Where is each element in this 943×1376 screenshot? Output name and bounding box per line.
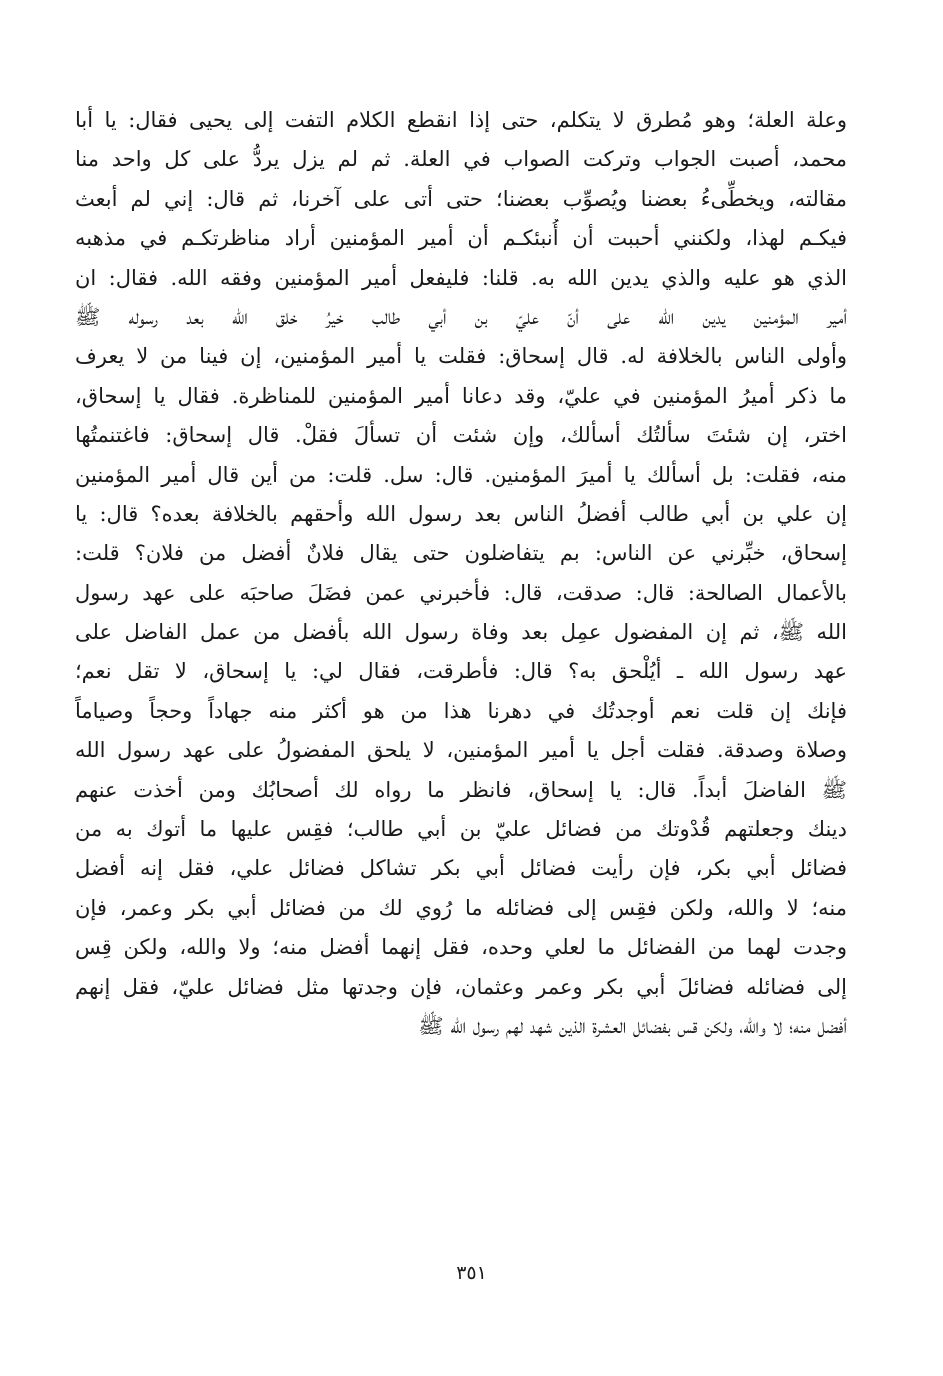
text-line: أفضل منه؛ لا والله، ولكن قس بفضائل العشرة الذين شهد لهم رسول الله ﷺ xyxy=(418,1013,847,1038)
text-line: بالأعمال الصالحة: قال: صدقت، قال: فأخبرني عمن فضَلَ صاحبَه على عهد رسول xyxy=(75,580,847,605)
text-line: إسحاق، خبِّرني عن الناس: بم يتفاضلون حتى يقال فلانٌ أفضل من فلان؟ قلت: xyxy=(75,541,847,566)
text-line: عهد رسول الله ـ أيُلْحق به؟ قال: فأطرقت، فقال لي: يا إسحاق، لا تقل نعم؛ xyxy=(75,659,847,684)
text-line: محمد، أصبت الجواب وتركت الصواب في العلة. ثم لم يزل يردُّ على كل واحد منا xyxy=(75,147,847,172)
text-line: ﷺ الفاضلَ أبداً. قال: يا إسحاق، فانظر ما رواه لك أصحابُك ومن أخذت عنهم xyxy=(75,777,847,802)
text-line: فيكـم لهذا، ولكنني أحببت أن أُنبئكـم أن أمير المؤمنين أراد مناظرتكـم في مذهبه xyxy=(75,226,847,251)
text-line: الله ﷺ، ثم إن المفضول عمِل بعد وفاة رسول الله بأفضل من عمل الفاضل على xyxy=(75,620,847,645)
text-line: الذي هو عليه والذي يدين الله به. قلنا: فليفعل أمير المؤمنين وفقه الله. فقال: ان xyxy=(75,265,847,290)
text-line: وصلاة وصدقة. فقلت أجل يا أمير المؤمنين، لا يلحق المفضولُ على عهد رسول الله xyxy=(75,738,847,763)
text-line: أمير المؤمنين يدين الله على أنّ عليّ بن أبي طالب خيرُ خلق الله بعد رسوله ﷺ xyxy=(75,304,847,329)
text-line: وعلة العلة؛ وهو مُطرق لا يتكلم، حتى إذا انقطع الكلام التفت إلى يحيى فقال: يا أبا xyxy=(75,108,847,132)
page-number: ٣٥١ xyxy=(456,1262,487,1284)
text-line: اختر، إن شئتَ سألتُك أسألك، وإن شئت أن تسألَ فقلْ. قال إسحاق: فاغتنمتُها xyxy=(75,423,847,448)
text-line: منه؛ لا والله، ولكن فقِس إلى فضائله ما رُوي لك من فضائل أبي بكر وعمر، فإن xyxy=(75,895,847,920)
text-line: وأولى الناس بالخلافة له. قال إسحاق: فقلت يا أمير المؤمنين، إن فينا من لا يعرف xyxy=(75,344,847,369)
text-line: إن علي بن أبي طالب أفضلُ الناس بعد رسول الله وأحقهم بالخلافة بعده؟ قال: يا xyxy=(75,501,847,526)
text-line: وجدت لهما من الفضائل ما لعلي وحده، فقل إنهما أفضل منه؛ ولا والله، ولكن قِس xyxy=(75,935,847,960)
text-line: منه، فقلت: بل أسألك يا أميرَ المؤمنين. قال: سل. قلت: من أين قال أمير المؤمنين xyxy=(75,462,847,487)
text-line: دينك وجعلتهم قُدْوتك من فضائل عليّ بن أبي طالب؛ فقِس عليها ما أتوك به من xyxy=(75,817,847,842)
text-line: فضائل أبي بكر، فإن رأيت فضائل أبي بكر تشاكل فضائل علي، فقل إنه أفضل xyxy=(75,856,847,881)
body-text xyxy=(75,101,847,1046)
text-line: ما ذكر أميرُ المؤمنين في عليّ، وقد دعانا أمير المؤمنين للمناظرة. فقال يا إسحاق، xyxy=(75,383,847,408)
text-line: إلى فضائله فضائلَ أبي بكر وعمر وعثمان، فإن وجدتها مثل فضائل عليّ، فقل إنهم xyxy=(75,974,847,999)
text-line: فإنك إن قلت نعم أوجدتُك في دهرنا هذا من هو أكثر منه جهاداً وحجاً وصياماً xyxy=(75,698,847,723)
text-line: مقالته، ويخطِّىءُ بعضنا ويُصوِّب بعضنا؛ حتى أتى على آخرنا، ثم قال: إني لم أبعث xyxy=(75,186,847,211)
